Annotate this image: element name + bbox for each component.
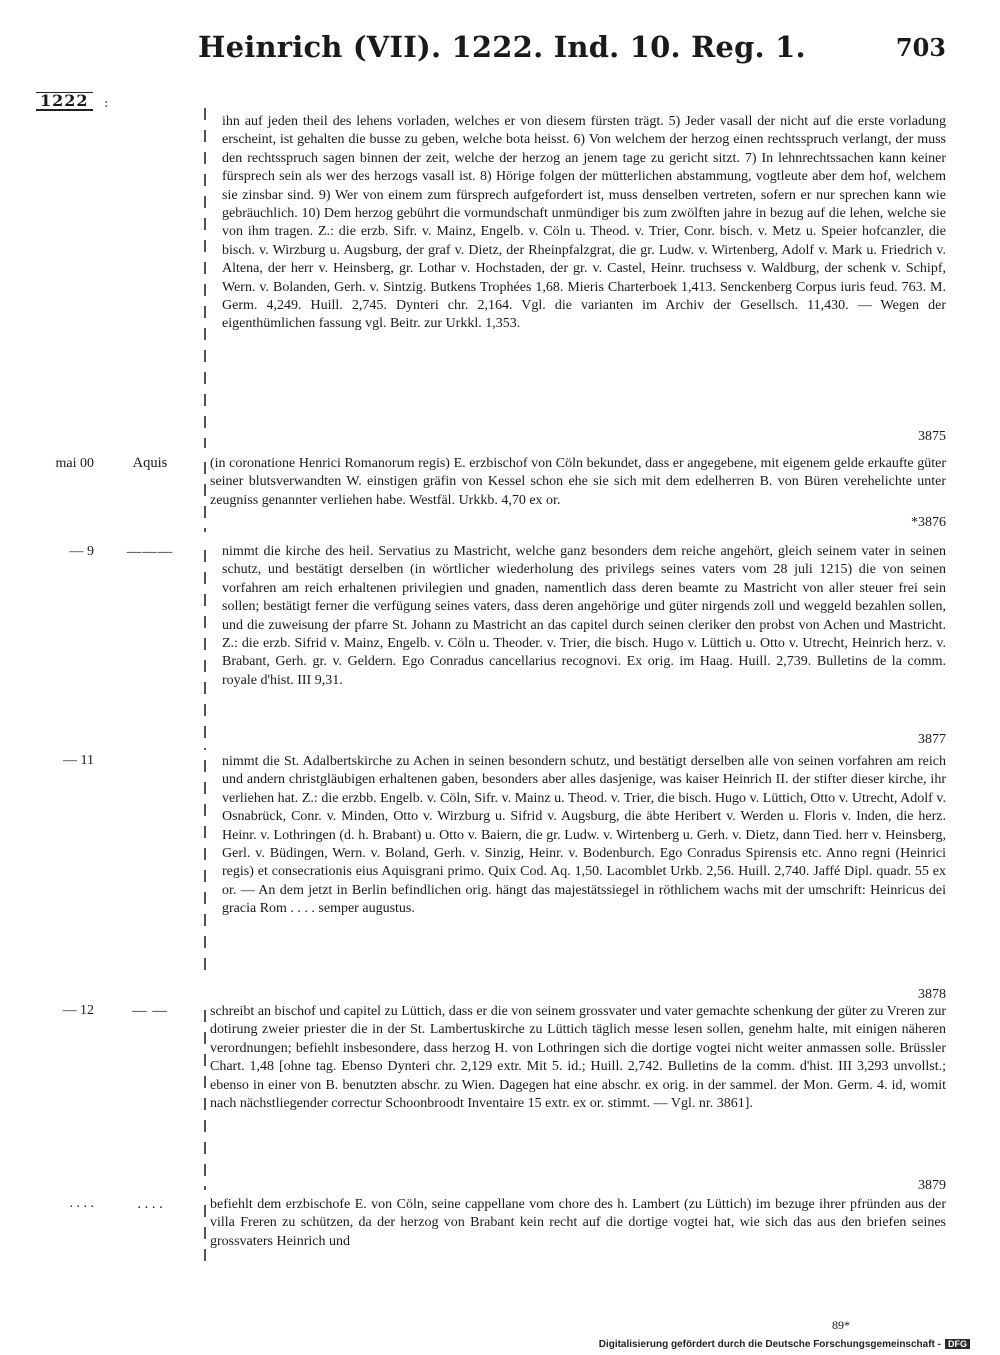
entry-text: nimmt die kirche des heil. Servatius zu Mastricht, welche ganz besonders dem reiche angehört, gleich seinem vater in seinen schutz, und bestätigt derselben (in wörtlicher wiederholung des privilegs seines vaters vom 28 juli 1215) die von seinen vorfahren am reich erhaltenen privilegien und gnaden, namentlich dass deren beamte zu Mastricht von aller steuer frei sein sollen; bestätigt ferner die verfügung seines vaters, dass deren angehörige und güter nirgends zoll und weggeld bezahlen sollen, und die zuweisung der pfarre St. Johann zu Mastricht an das capitel durch seinen cleriker den probst von Achen und Mastricht. Z.: die erzb. Sifrid v. Mainz, Engelb. v. Cöln u. Theoder. v. Trier, die bisch. Hugo v. Lüttich u. Otto v. Utrecht, Heinrich herz. v. Brabant, Gerh. gr. v. Geldern. Ego Conradus cancellarius recognovi. Ex orig. im Haag. Huill. 2,739. Bulletins de la comm. royale d'hist. III 9,31. bbox=[222, 544, 946, 688]
digitization-credit bbox=[599, 1339, 970, 1350]
column-rule bbox=[204, 550, 206, 750]
entry-text: befiehlt dem erzbischofe E. von Cöln, seine cappellane vom chore des h. Lambert (zu Lüttich) im bezuge ihrer pfründen aus der villa Freren zu schützen, da der herzog von Brabant kein recht auf die dortige vogtei hat, wie sich das aus den briefen seines grossvaters Heinrich und bbox=[210, 1197, 946, 1249]
entry-place: — — bbox=[132, 1003, 168, 1019]
column-rule bbox=[204, 1010, 206, 1190]
page-number: 703 bbox=[895, 33, 946, 62]
margin-year: 1222 bbox=[36, 92, 93, 111]
entry-text: ihn auf jeden theil des lehens vorladen, welches er von diesem fürsten trägt. 5) Jeder vasall der nicht auf die erste vorladung erscheint, ist gehalten die busse zu geben, welche bota heisst. 6) Von welchem der herzog einen rechtsspruch verlangt, der muss den rechtsspruch sagen binnen der zeit, welche der herzog an jenem tage zu gericht sitzt. 7) In lehnrechtssachen kann keiner fürsprech sein als wer des herzogs vasall ist. 8) Hörige folgen der mütterlichen abstammung, vogtleute aber dem hof, welchem sie zinsbar sind. 9) Wer von einem zum fürsprech aufgefordert ist, muss denselben vertreten, sofern er nur sprechen kann wie gebräuchlich. 10) Dem herzog gebührt die vormundschaft unmündiger bis zum zwölften jahre in bezug auf die lehen, welche sie von ihm tragen. Z.: die erzb. Sifr. v. Mainz, Engelb. v. Cöln u. Theod. v. Trier, Conr. bisch. v. Metz u. Speier hofcanzler, die bisch. v. Wirzburg u. Augsburg, der graf v. Dietz, der Rheinpfalzgrat, die gr. Ludw. v. Wirtenberg, Adolf v. Mark u. Friedrich v. Altena, der herr v. Heinsberg, gr. Lothar v. Hochstaden, der gr. v. Castel, Heinr. truchsess v. Waldburg, der schenk v. Schipf, Wern. v. Bolanden, Gerh. v. Sintzig. Butkens Trophées 1,68. Mieris Charterboek 1,413. Senckenberg Corpus iuris feud. 763. M. Germ. 4,249. Huill. 2,745. Dynteri chr. 2,164. Vgl. die varianten im Archiv der Gesellsch. 11,430. — Wegen der eigenthümlichen fassung vgl. Beitr. zur Urkkl. 1,353. bbox=[222, 114, 946, 332]
page-title: Heinrich (VII). 1222. Ind. 10. Reg. 1. bbox=[198, 30, 806, 64]
entry-number: 3877 bbox=[918, 732, 946, 747]
entry-date: — 9 bbox=[69, 544, 94, 559]
column-rule bbox=[204, 1205, 206, 1265]
entry-date: — 11 bbox=[63, 753, 94, 768]
entry-number: *3876 bbox=[911, 515, 946, 530]
entry-number: 3875 bbox=[918, 429, 946, 444]
entry-number: 3878 bbox=[918, 987, 946, 1002]
credit-text: Digitalisierung gefördert durch die Deutsche Forschungsgemeinschaft - bbox=[598, 1339, 941, 1350]
entry-text: (in coronatione Henrici Romanorum regis) E. erzbischof von Cöln bekundet, dass er angegebene, mit eigenem gelde erkaufte güter seiner blutsverwandten W. einstigen gräfin von Kessel schon ehe sie sich mit dem edelherren B. von Büren verehelichte unter zeugniss genannter verliehen habe. Westfäl. Urkkb. 4,70 ex or. bbox=[210, 456, 946, 508]
column-rule bbox=[204, 108, 206, 448]
entry-place: ——— bbox=[126, 544, 174, 560]
entry-place: . . . . bbox=[137, 1196, 163, 1212]
entry-text: schreibt an bischof und capitel zu Lüttich, dass er die von seinem grossvater und vater gemachte schenkung der güter zu Vreren zur dotirung zweier priester die in der St. Lambertuskirche zu Lüttich täglich messe lesen sollen, genehm halte, mit einigen näheren verordnungen; befiehlt insbesondere, dass herzog H. von Lothringen sich die dortige vogtei nicht weiter anmassen solle. Brüssler Chart. 1,48 [ohne tag. Ebenso Dynteri chr. 2,129 extr. Mit 5. id.; Huill. 2,742. Bulletins de la comm. d'hist. III 3,293 unvollst.; ebenso in einer von B. benutzten abschr. zu Wien. Dagegen hat eine abschr. ex orig. in der sammel. der Mon. Germ. 4. id, womit nach nächstliegender correctur Schoonbroodt Inventaire 15 extr. ex or. stimmt. — Vgl. nr. 3861]. bbox=[210, 1004, 946, 1112]
entry-place: Aquis bbox=[132, 455, 168, 471]
entry-date: — 12 bbox=[62, 1003, 94, 1018]
dfg-logo: DFG bbox=[945, 1339, 970, 1349]
signature-mark: 89* bbox=[832, 1318, 850, 1332]
entry-date: . . . . bbox=[69, 1196, 94, 1211]
column-rule bbox=[204, 462, 206, 532]
entry-date: mai 00 bbox=[55, 456, 94, 471]
entry-number: 3879 bbox=[918, 1178, 946, 1193]
page-header bbox=[0, 30, 1000, 74]
margin-tick: : bbox=[104, 96, 109, 111]
column-rule bbox=[204, 760, 206, 980]
entry-text: nimmt die St. Adalbertskirche zu Achen in seinen besondern schutz, und bestätigt derselben alle von seinen vorfahren am reich und andern christgläubigen erhaltenen gaben, besonders aber alles dasjenige, was kaiser Heinrich II. der stifter dieser kirche, ihr verliehen hat. Z.: die erzbb. Engelb. v. Cöln, Sifr. v. Mainz u. Theod. v. Trier, die bisch. Hugo v. Lüttich, Otto v. Utrecht, Adolf v. Osnabrück, Conr. v. Minden, Otto v. Wirzburg u. Sifrid v. Augsburg, die äbte Heribert v. Werden u. Floris v. Inden, die herz. Heinr. v. Lothringen (d. h. Brabant) u. Otto v. Baiern, die gr. Ludw. v. Wirtenberg u. Gerh. v. Dietz, dann Tied. herr v. Heinsberg, Gerl. v. Büdingen, Wern. v. Boland, Gerh. v. Sinzig, Heinr. v. Bodenburch. Ego Conradus Spirensis etc. Anno regni (Heinrici regis) et consecrationis eius Aquisgrani primo. Quix Cod. Aq. 1,50. Lacomblet Urkb. 2,56. Huill. 2,740. Jaffé Dipl. quadr. 55 ex or. — An dem jetzt in Berlin befindlichen orig. hängt das majestätssiegel in röthlichem wachs mit der umschrift: Heinricus dei gracia Rom . . . . semper augustus. bbox=[222, 754, 946, 917]
